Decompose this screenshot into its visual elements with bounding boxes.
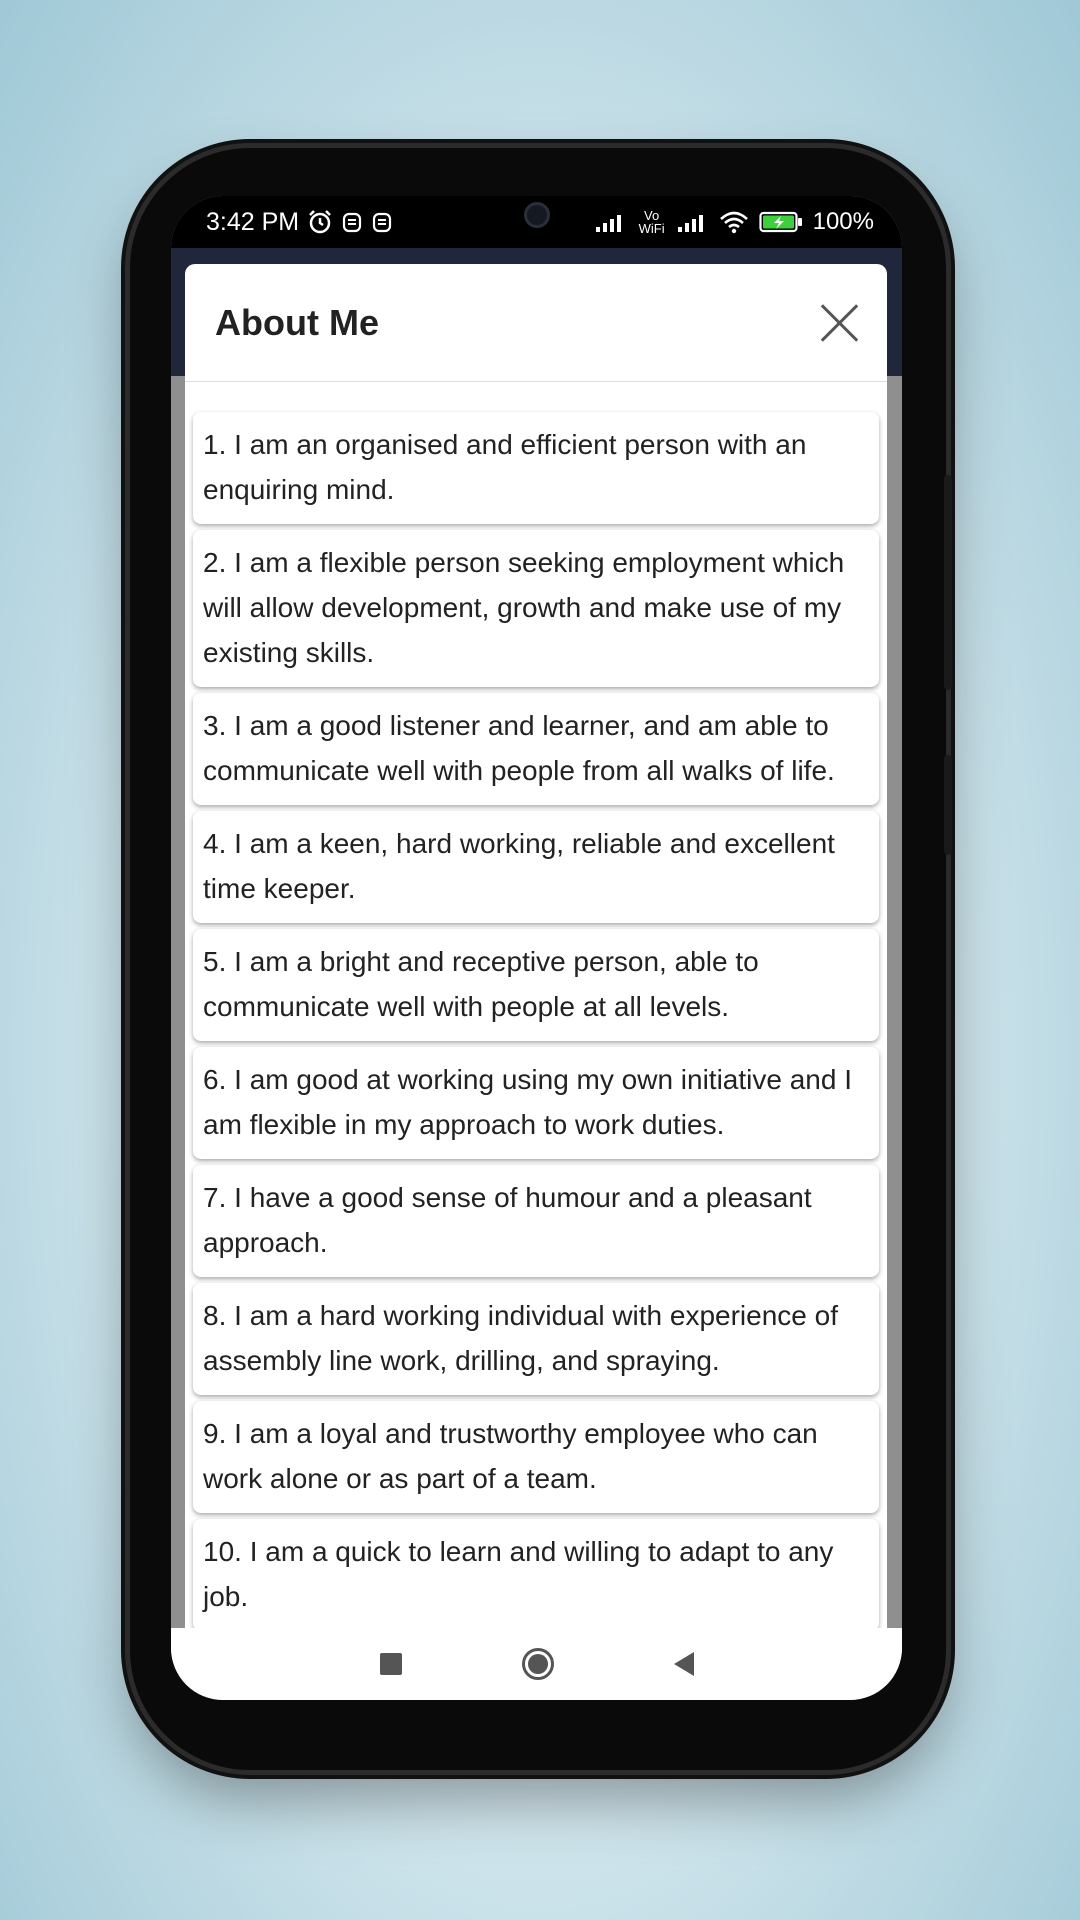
screen bbox=[171, 196, 902, 1700]
wifi-icon bbox=[719, 210, 749, 234]
status-left bbox=[206, 208, 393, 237]
list-item: 7. I have a good sense of humour and a pleasant approach. bbox=[193, 1165, 879, 1277]
list-item: 8. I am a hard working individual with experience of assembly line work, drilling, and spraying. bbox=[193, 1283, 879, 1395]
about-list[interactable] bbox=[185, 382, 887, 1664]
signal-icon bbox=[595, 211, 627, 233]
recents-icon[interactable] bbox=[380, 1653, 402, 1675]
list-item: 6. I am good at working using my own initiative and I am flexible in my approach to work duties. bbox=[193, 1047, 879, 1159]
status-time: 3:42 PM bbox=[206, 207, 300, 236]
back-icon[interactable] bbox=[674, 1652, 694, 1676]
list-item: 9. I am a loyal and trustworthy employee who can work alone or as part of a team. bbox=[193, 1401, 879, 1513]
volume-button bbox=[944, 475, 952, 690]
list-item: 2. I am a flexible person seeking employment which will allow development, growth and make use of my existing skills. bbox=[193, 530, 879, 687]
battery-charging-icon bbox=[759, 210, 803, 234]
battery-percent: 100% bbox=[812, 208, 874, 235]
modal-title: About Me bbox=[215, 301, 379, 343]
power-button bbox=[944, 755, 952, 855]
list-item: 4. I am a keen, hard working, reliable and excellent time keeper. bbox=[193, 811, 879, 923]
status-right bbox=[595, 208, 874, 236]
list-item: 3. I am a good listener and learner, and am able to communicate well with people from all walks of life. bbox=[193, 693, 879, 805]
list-item: 10. I am a quick to learn and willing to adapt to any job. bbox=[193, 1519, 879, 1631]
alarm-icon bbox=[307, 209, 333, 235]
front-camera bbox=[524, 202, 550, 228]
list-item: 1. I am an organised and efficient person with an enquiring mind. bbox=[193, 412, 879, 524]
home-icon[interactable] bbox=[522, 1648, 554, 1680]
about-me-modal bbox=[185, 264, 887, 1664]
notification-icon bbox=[371, 210, 393, 234]
notification-icon bbox=[341, 210, 363, 234]
signal-icon bbox=[677, 211, 709, 233]
modal-header bbox=[185, 264, 887, 382]
vowifi-label: Vo WiFi bbox=[638, 208, 665, 236]
close-icon[interactable] bbox=[819, 303, 859, 343]
list-item: 5. I am a bright and receptive person, able to communicate well with people at all levels. bbox=[193, 929, 879, 1041]
navigation-bar bbox=[171, 1628, 902, 1700]
